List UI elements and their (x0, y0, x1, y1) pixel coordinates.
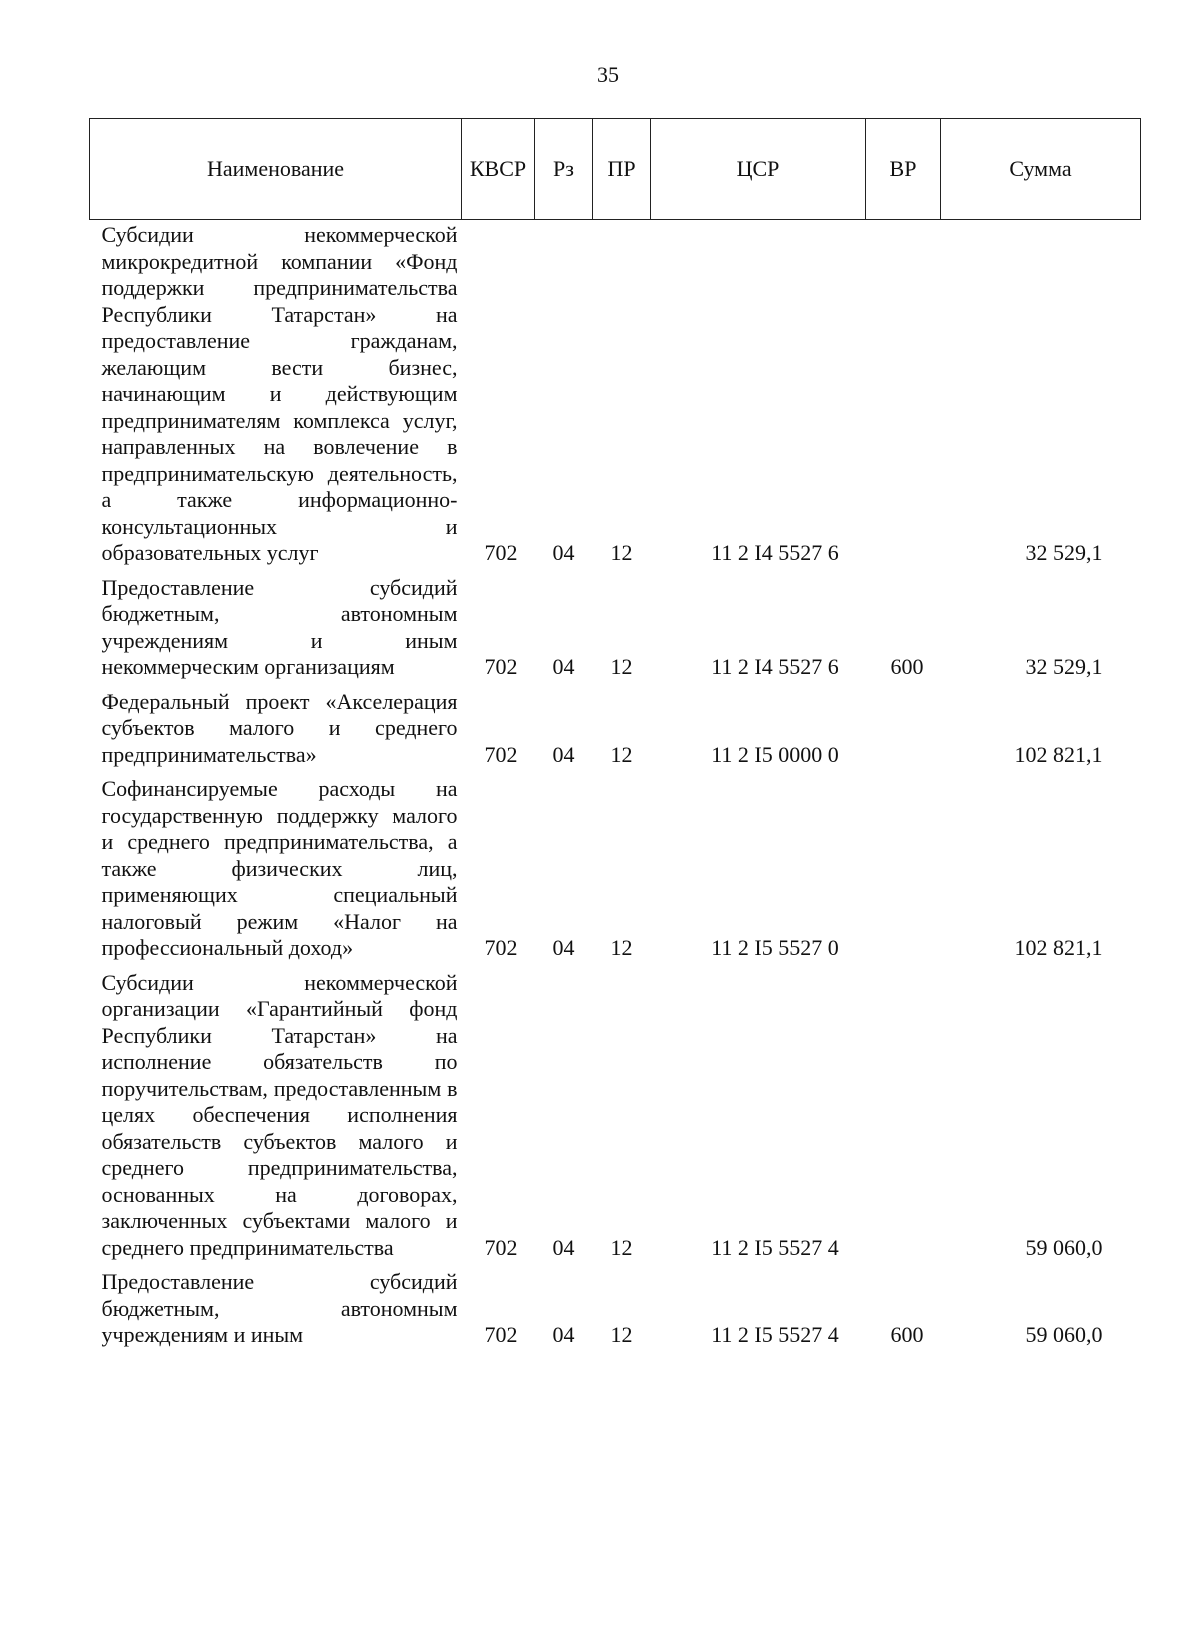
row-name: Предоставление субсидий бюджетным, автономным учреждениям и иным (101, 1269, 458, 1347)
row-name: Предоставление субсидий бюджетным, автономным учреждениям и иным некоммерческим организациям (101, 574, 458, 679)
row-csr: 11 2 I5 0000 0 (711, 741, 839, 767)
row-rz: 04 (552, 935, 575, 960)
row-csr: 11 2 I4 5527 6 (711, 654, 839, 679)
table-body (90, 220, 1141, 1353)
row-vr (866, 772, 941, 966)
row-rz: 04 (552, 540, 575, 565)
header-pr: ПР (593, 119, 651, 220)
row-vr: 600 (890, 654, 924, 679)
row-kvsr: 702 (484, 540, 518, 565)
row-name: Софинансируемые расходы на государственную поддержку малого и среднего предпринимательства, а также физических лиц, применяющих специальный налоговый режим «Налог на профессиональный доход» (101, 776, 458, 960)
row-csr: 11 2 I5 5527 4 (711, 1234, 839, 1260)
row-pr: 12 (610, 540, 633, 565)
row-sum: 32 529,1 (1025, 540, 1103, 565)
page-number: 35 (597, 62, 619, 87)
row-csr: 11 2 I4 5527 6 (711, 540, 839, 565)
row-name: Субсидии некоммерческой организации «Гарантийный фонд Республики Татарстан» на исполнение обязательств по поручительствам, предоставленным в целях обеспечения исполнения обязательств субъектов малого и среднего предпринимательства, основанных на договорах, заключенных субъектами малого и среднего предпринимательства (101, 969, 458, 1260)
row-pr: 12 (610, 654, 633, 679)
row-kvsr: 702 (484, 741, 518, 767)
row-pr: 12 (610, 935, 633, 960)
row-name: Субсидии некоммерческой микрокредитной компании «Фонд поддержки предпринимательства Республики Татарстан» на предоставление гражданам, желающим вести бизнес, начинающим и действующим предпринимателям комплекса услуг, направленных на вовлечение в предпринимательскую деятельность, а также информационно-консультационных и образовательных услуг (101, 222, 458, 565)
row-kvsr: 702 (484, 1234, 518, 1260)
table-row (90, 571, 1141, 685)
header-name: Наименование (90, 119, 462, 220)
header-rz: Рз (535, 119, 593, 220)
table-header (90, 119, 1141, 220)
row-sum: 102 821,1 (1014, 935, 1103, 960)
row-sum: 59 060,0 (1025, 1322, 1103, 1347)
row-csr: 11 2 I5 5527 4 (711, 1322, 839, 1347)
header-vr: ВР (866, 119, 941, 220)
row-csr: 11 2 I5 5527 0 (711, 935, 839, 960)
row-rz: 04 (552, 1322, 575, 1347)
row-kvsr: 702 (484, 935, 518, 960)
row-vr: 600 (890, 1322, 924, 1347)
row-kvsr: 702 (484, 654, 518, 679)
budget-table-container (89, 118, 1140, 1353)
header-csr: ЦСР (651, 119, 866, 220)
row-pr: 12 (610, 741, 633, 767)
table-row (90, 685, 1141, 773)
row-sum: 102 821,1 (1014, 741, 1103, 767)
table-row (90, 772, 1141, 966)
row-vr (866, 685, 941, 773)
header-row (90, 119, 1141, 220)
table-row (90, 220, 1141, 571)
row-kvsr: 702 (484, 1322, 518, 1347)
row-sum: 32 529,1 (1025, 654, 1103, 679)
row-name: Федеральный проект «Акселерация субъектов малого и среднего предпринимательства» (101, 688, 458, 767)
row-pr: 12 (610, 1234, 633, 1260)
header-sum: Сумма (941, 119, 1141, 220)
row-rz: 04 (552, 741, 575, 767)
row-vr (866, 220, 941, 571)
row-rz: 04 (552, 1234, 575, 1260)
row-sum: 59 060,0 (1025, 1234, 1103, 1260)
header-kvsr: КВСР (462, 119, 535, 220)
row-vr (866, 966, 941, 1266)
table-row (90, 1265, 1141, 1353)
row-pr: 12 (610, 1322, 633, 1347)
budget-table (89, 118, 1141, 1353)
row-rz: 04 (552, 654, 575, 679)
table-row (90, 966, 1141, 1266)
